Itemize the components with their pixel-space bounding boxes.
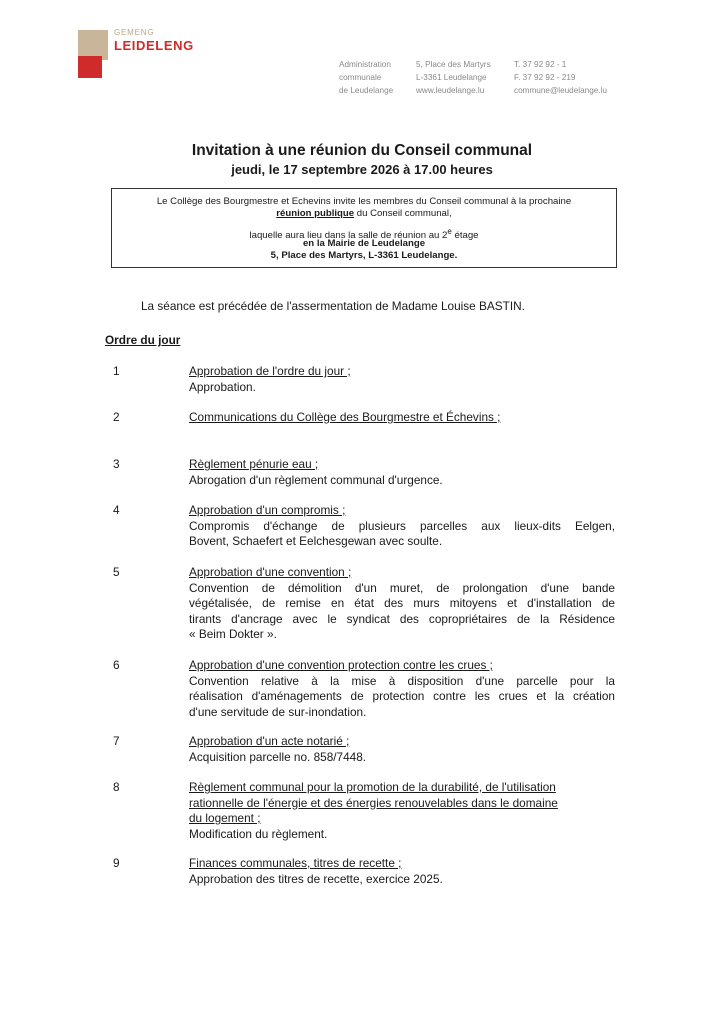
agenda-item-description: Convention relative à la mise à disposition d'une parcelle pour la (189, 673, 615, 688)
contact-website: www.leudelange.lu (416, 86, 485, 95)
contact-line: Administration (339, 60, 391, 69)
contact-line: 5, Place des Martyrs (416, 60, 491, 69)
contact-fax: F. 37 92 92 - 219 (514, 73, 576, 82)
agenda-item-description: Compromis d'échange de plusieurs parcelles aux lieux-dits Eelgen, (189, 518, 615, 533)
agenda-item-number: 1 (113, 364, 120, 378)
agenda-heading: Ordre du jour (105, 333, 181, 347)
box-line: Le Collège des Bourgmestre et Echevins invite les membres du Conseil communal à la prochaine (156, 196, 572, 207)
agenda-item-description: Abrogation d'un règlement communal d'urgence. (189, 472, 443, 487)
agenda-item-number: 9 (113, 856, 120, 870)
public-meeting-label: réunion publique (276, 208, 355, 219)
agenda-item-number: 7 (113, 734, 120, 748)
agenda-item-title: Approbation de l'ordre du jour ; (189, 364, 351, 378)
contact-line: de Leudelange (339, 86, 394, 95)
box-location: en la Mairie de Leudelange (302, 238, 426, 249)
agenda-item-description: Approbation des titres de recette, exercice 2025. (189, 871, 443, 886)
logo-subtitle: GEMENG (114, 28, 155, 37)
agenda-item-title: Règlement communal pour la promotion de la durabilité, de l'utilisation (189, 780, 556, 794)
box-address: 5, Place des Martyrs, L-3361 Leudelange. (270, 250, 458, 261)
agenda-item-number: 5 (113, 565, 120, 579)
box-text: laquelle aura lieu dans la salle de réunion au 2 (249, 230, 448, 242)
contact-administration (339, 58, 393, 97)
box-text: étage (451, 230, 479, 242)
contact-email: commune@leudelange.lu (514, 86, 607, 95)
agenda-item-content (189, 658, 615, 720)
agenda-item-description: Convention de démolition d'un muret, de prolongation d'une bande (189, 580, 615, 595)
agenda-item-content (189, 457, 615, 488)
agenda-item-description: tirants d'ancrage avec le syndicat des copropriétaires de la Résidence (189, 611, 615, 626)
agenda-item-description: végétalisée, de remise en état des murs mitoyens et d'installation de (189, 596, 615, 610)
commune-logo (78, 26, 208, 82)
agenda-item-content (189, 734, 615, 765)
agenda-item-number: 8 (113, 780, 120, 794)
agenda-item-title: rationnelle de l'énergie et des énergies renouvelables dans le domaine (189, 795, 558, 810)
agenda-item-description: Bovent, Schaefert et Eelchesgewan avec soulte. (189, 534, 443, 548)
agenda-item-title: Règlement pénurie eau ; (189, 457, 319, 471)
agenda-item-number: 6 (113, 658, 120, 672)
seance-note: La séance est précédée de l'assermentation de Madame Louise BASTIN. (141, 299, 525, 313)
agenda-item-description: réalisation d'aménagements de protection contre les crues et la création (189, 689, 615, 703)
agenda-item-content (189, 364, 615, 395)
contact-phone: T. 37 92 92 - 1 (514, 60, 567, 69)
logo-name: LEIDELENG (114, 38, 194, 53)
agenda-item-description: Modification du règlement. (189, 826, 328, 841)
box-line (112, 208, 616, 220)
ordinal-suffix: e (447, 227, 452, 236)
contact-address (416, 58, 491, 97)
agenda-item-content (189, 565, 615, 643)
meeting-date: jeudi, le 17 septembre 2026 à 17.00 heures (231, 162, 493, 177)
agenda-item-title: Approbation d'une convention ; (189, 565, 352, 579)
agenda-item-content (189, 410, 615, 426)
agenda-item-title: Communications du Collège des Bourgmestre et Échevins ; (189, 410, 501, 424)
invitation-box (111, 188, 617, 268)
agenda-item-description: « Beim Dokter ». (189, 627, 277, 641)
invitation-title: Invitation à une réunion du Conseil communal (191, 142, 533, 159)
box-text: du Conseil communal, (354, 208, 452, 219)
agenda-item-description: Acquisition parcelle no. 858/7448. (189, 749, 367, 764)
agenda-item-title: Approbation d'un compromis ; (189, 503, 346, 517)
agenda-item-content (189, 856, 615, 887)
contact-phone-email (514, 58, 607, 97)
agenda-item-title: du logement ; (189, 811, 261, 825)
contact-line: L-3361 Leudelange (416, 73, 487, 82)
logo-square-red (78, 56, 102, 78)
agenda-item-description: Approbation. (189, 379, 256, 394)
agenda-item-title: Approbation d'une convention protection contre les crues ; (189, 658, 493, 672)
agenda-item-content (189, 503, 615, 550)
agenda-item-content (189, 780, 615, 842)
agenda-item-title: Approbation d'un acte notarié ; (189, 734, 350, 748)
contact-line: communale (339, 73, 382, 82)
agenda-item-description: d'une servitude de sur-inondation. (189, 704, 367, 719)
agenda-item-title: Finances communales, titres de recette ; (189, 856, 402, 870)
agenda-item-number: 3 (113, 457, 120, 471)
agenda-item-number: 4 (113, 503, 120, 517)
agenda-item-number: 2 (113, 410, 120, 424)
